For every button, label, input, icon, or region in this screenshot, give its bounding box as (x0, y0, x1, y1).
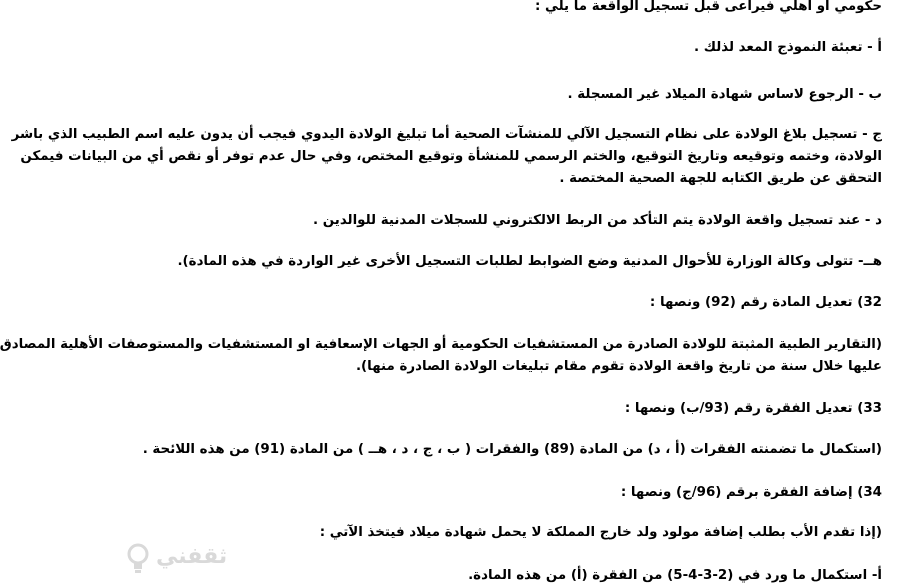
text-line: التحقق عن طريق الكتابه للجهة الصحية المختصة . (559, 171, 882, 186)
text-line: 32) تعديل المادة رقم (92) ونصها : (649, 295, 882, 310)
text-line: حكومي أو أهلي فيراعى قبل تسجيل الواقعة ما يلي : (535, 0, 882, 14)
lightbulb-icon (124, 542, 152, 580)
text-line: هــ- تتولى وكالة الوزارة للأحوال المدنية وضع الضوابط لطلبات التسجيل الأخرى غير الواردة في هذه المادة). (177, 254, 882, 269)
text-line: (استكمال ما تضمنته الفقرات (أ ، د) من المادة (89) والفقرات ( ب ، ج ، د ، هــ ) من المادة (91) من هذه اللائحة . (142, 442, 882, 457)
logo-text: ثقفني (156, 544, 228, 569)
site-watermark-logo (120, 540, 240, 580)
text-line: أ - تعبئة النموذج المعد لذلك . (694, 40, 882, 55)
text-line: (التقارير الطبية المثبتة للولادة الصادرة من المستشفيات الحكومية أو الجهات الإسعافية او المستشفيات والمستوصفات الأهلية المصادق (0, 337, 882, 352)
text-line: 34) إضافة الفقرة برقم (96/ج) ونصها : (620, 485, 882, 500)
text-line: عليها خلال سنة من تاريخ واقعة الولادة تقوم مقام تبليغات الولادة الصادرة منها). (355, 359, 882, 374)
text-line: د - عند تسجيل واقعة الولادة يتم التأكد من الربط الالكتروني للسجلات المدنية للوالدين . (313, 213, 882, 228)
text-line: ج - تسجيل بلاغ الولادة على نظام التسجيل الآلي للمنشآت الصحية أما تبليغ الولادة اليدوي فيجب أن يدون عليه اسم الطبيب الذي باشر (11, 127, 882, 142)
text-line: (إذا تقدم الأب بطلب إضافة مولود ولد خارج المملكة لا يحمل شهادة ميلاد فيتخذ الآتي : (319, 525, 882, 540)
text-line: ب - الرجوع لاساس شهادة الميلاد غير المسجلة . (567, 87, 882, 102)
text-line: 33) تعديل الفقرة رقم (93/ب) ونصها : (624, 401, 882, 416)
text-line: الولادة، وختمه وتوقيعه وتاريخ التوقيع، والختم الرسمي للمنشأة وتوقيع المختص، وفي حال عدم توفر أو نقص أي من البيانات فيمكن (20, 149, 882, 164)
text-line: أ- استكمال ما ورد في (2-3-4-5) من الفقرة (أ) من هذه المادة. (468, 568, 882, 583)
